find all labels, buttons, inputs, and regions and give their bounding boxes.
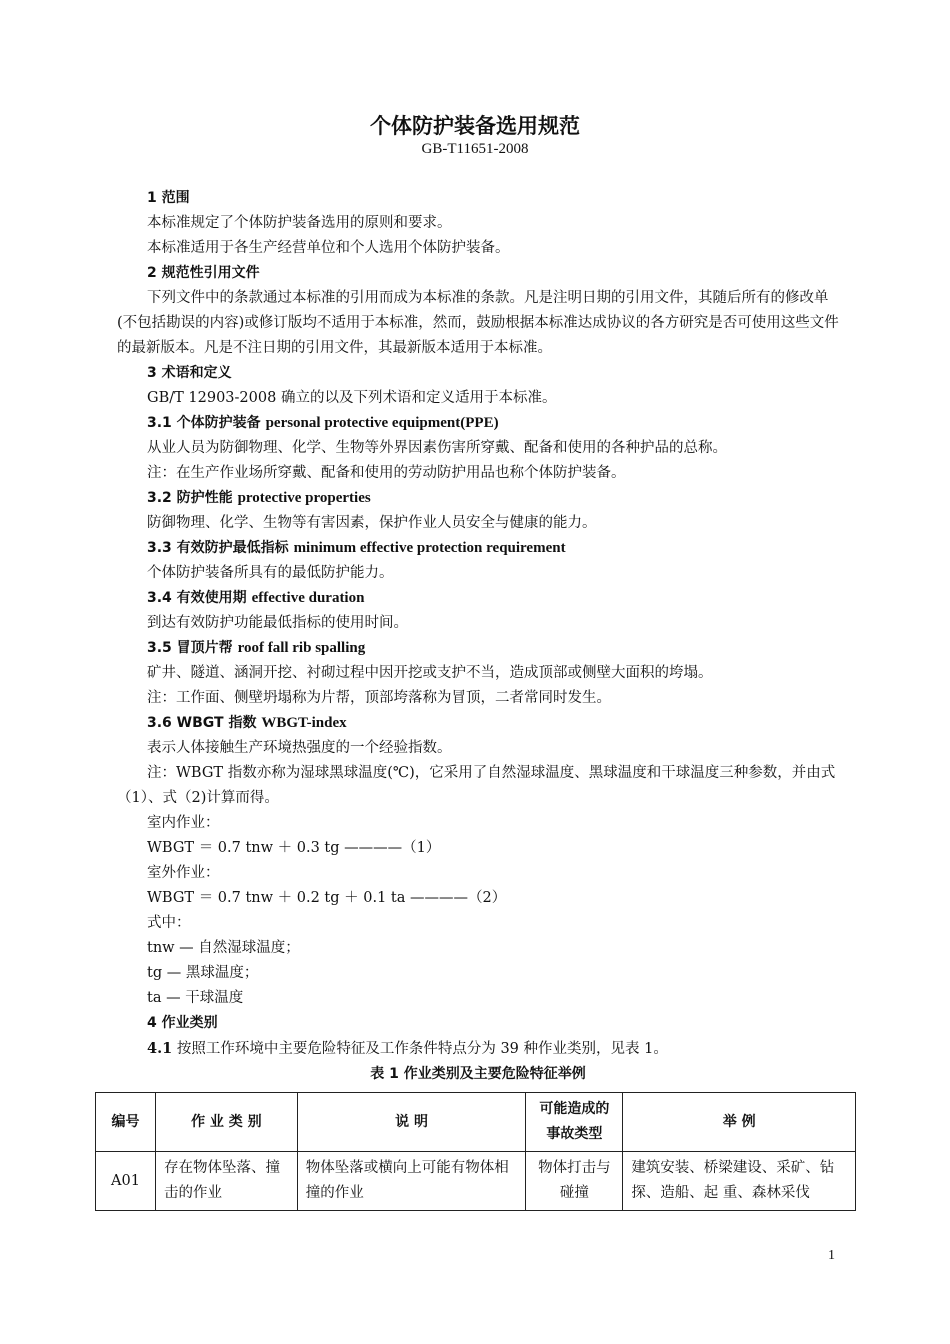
header-cell: 可能造成的事故类型 [526,1093,623,1152]
section-1-heading: 1 范围 [147,190,190,206]
page-number: 1 [828,1248,835,1263]
variable-definition: ta — 干球温度 [147,990,244,1006]
section-4-heading: 4 作业类别 [147,1015,218,1031]
section-1-paragraph: 本标准适用于各生产经营单位和个人选用个体防护装备。 [147,240,510,256]
definition-note: 注：在生产作业场所穿戴、配备和使用的劳动防护用品也称个体防护装备。 [147,465,626,481]
definition-note: 注：WBGT 指数亦称为湿球黑球温度(℃)，它采用了自然湿球温度、黑球温度和干球温度三种参数，并由式（1）、式（2)计算而得。 [117,765,836,806]
definition-text: 到达有效防护功能最低指标的使用时间。 [147,615,408,631]
clause-text: 按照工作环境中主要危险特征及工作条件特点分为 39 种作业类别，见表 1。 [172,1041,668,1057]
heading-en: WBGT-index [261,715,347,731]
section-2-paragraph: 下列文件中的条款通过本标准的引用而成为本标准的条款。凡是注明日期的引用文件，其随后所有的修改单(不包括勘误的内容)或修订版均不适用于本标准，然而，鼓励根据本标准达成协议的各方研究是否可使用这些文件的最新版本。凡是不注日期的引用文件，其最新版本适用于本标准。 [117,290,839,356]
section-3-4-heading [117,586,839,611]
variable-definition: tnw — 自然湿球温度； [147,940,300,956]
table-cell: 物体打击与碰撞 [526,1152,623,1211]
table-cell: 建筑安装、桥梁建设、采矿、钻探、造船、起 重、森林采伐 [623,1152,856,1211]
table-row [96,1152,856,1211]
variable-definition: tg — 黑球温度； [147,965,259,981]
header-cell: 说 明 [297,1093,526,1152]
formula-1: WBGT ＝ 0.7 tnw ＋ 0.3 tg ————（1） [147,840,441,856]
definition-text: 从业人员为防御物理、化学、生物等外界因素伤害所穿戴、配备和使用的各种护品的总称。 [147,440,727,456]
section-3-6-heading [117,711,839,736]
heading-en: protective properties [237,490,371,506]
header-cell: 作 业 类 别 [155,1093,297,1152]
table-cell: 存在物体坠落、撞击的作业 [155,1152,297,1211]
table-header-row [96,1093,856,1152]
document-title: 个体防护装备选用规范 [370,114,580,138]
formula-2: WBGT ＝ 0.7 tnw ＋ 0.2 tg ＋ 0.1 ta ————（2） [147,890,507,906]
heading-en: minimum effective protection requirement [293,540,566,556]
heading-cn: 3.1 个体防护装备 [147,415,261,431]
definition-text: 个体防护装备所具有的最低防护能力。 [147,565,394,581]
section-3-3-heading [117,536,839,561]
document-body [117,186,839,1087]
heading-cn: 3.6 WBGT 指数 [147,715,257,731]
heading-cn: 3.4 有效使用期 [147,590,247,606]
table-caption: 表 1 作业类别及主要危险特征举例 [370,1066,586,1082]
definition-text: 表示人体接触生产环境热强度的一个经验指数。 [147,740,452,756]
heading-en: personal protective equipment(PPE) [265,415,499,431]
work-category-table [95,1092,856,1211]
definition-text: 矿井、隧道、涵洞开挖、衬砌过程中因开挖或支护不当，造成顶部或侧壁大面积的垮塌。 [147,665,713,681]
section-3-1-heading [117,411,839,436]
section-1-paragraph: 本标准规定了个体防护装备选用的原则和要求。 [147,215,452,231]
header-cell: 编号 [96,1093,156,1152]
heading-cn: 3.2 防护性能 [147,490,233,506]
where-label: 式中： [147,915,191,931]
section-3-paragraph: GB/T 12903-2008 确立的以及下列术语和定义适用于本标准。 [147,390,557,406]
definition-text: 防御物理、化学、生物等有害因素，保护作业人员安全与健康的能力。 [147,515,597,531]
standard-code: GB-T11651-2008 [421,141,529,157]
section-4-1-paragraph [117,1036,839,1062]
section-3-5-heading [117,636,839,661]
definition-note: 注：工作面、侧壁坍塌称为片帮，顶部垮落称为冒顶，二者常同时发生。 [147,690,611,706]
table-cell: A01 [96,1152,156,1211]
indoor-label: 室内作业： [147,815,220,831]
heading-en: effective duration [251,590,365,606]
heading-cn: 3.5 冒顶片帮 [147,640,233,656]
table-cell: 物体坠落或横向上可能有物体相撞的作业 [297,1152,526,1211]
header-cell: 举 例 [623,1093,856,1152]
heading-cn: 3.3 有效防护最低指标 [147,540,289,556]
section-3-heading: 3 术语和定义 [147,365,232,381]
heading-en: roof fall rib spalling [237,640,366,656]
section-3-2-heading [117,486,839,511]
clause-number: 4.1 [147,1040,173,1057]
section-2-heading: 2 规范性引用文件 [147,265,260,281]
outdoor-label: 室外作业： [147,865,220,881]
